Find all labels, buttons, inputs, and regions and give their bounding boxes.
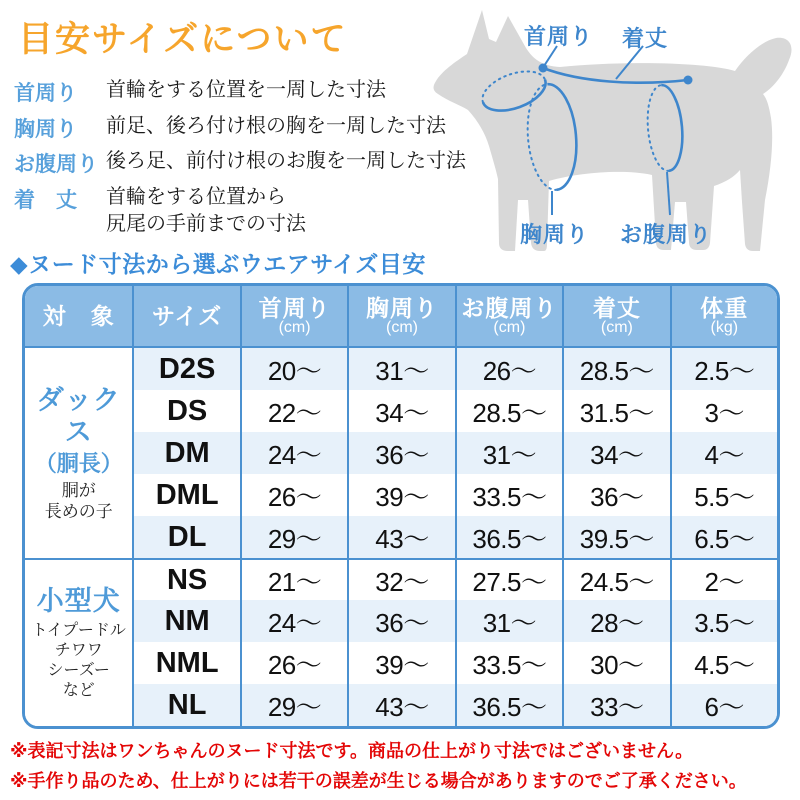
table-cell: 39〜 — [347, 474, 454, 516]
diagram-label-length: 着丈 — [622, 26, 669, 51]
group-small-dogs: 小型犬 トイプードル チワワ シーズー など — [25, 558, 132, 726]
table-cell: 34〜 — [562, 432, 669, 474]
table-cell: 31〜 — [347, 348, 454, 390]
definition-term: 胸周り — [14, 118, 77, 141]
table-cell: 39.5〜 — [562, 516, 669, 558]
column-header-chest: 胸周り (cm) — [347, 286, 454, 348]
group-dachshund: ダックス （胴長） 胴が 長めの子 — [25, 348, 132, 558]
table-cell: 39〜 — [347, 642, 454, 684]
column-header-size: サイズ — [132, 286, 239, 348]
table-cell: 4.5〜 — [670, 642, 777, 684]
column-header-weight: 体重 (kg) — [670, 286, 777, 348]
length-start-dot — [539, 64, 548, 73]
table-cell: 21〜 — [240, 558, 347, 600]
table-cell: 31〜 — [455, 600, 562, 642]
dog-measurement-diagram — [430, 0, 800, 270]
table-cell: 43〜 — [347, 684, 454, 726]
size-cell: DM — [132, 432, 239, 474]
diagram-label-belly: お腹周り — [620, 222, 713, 247]
table-cell: 36〜 — [562, 474, 669, 516]
size-cell: NS — [132, 558, 239, 600]
size-cell: D2S — [132, 348, 239, 390]
table-cell: 27.5〜 — [455, 558, 562, 600]
definition-desc: 後ろ足、前付け根のお腹を一周した寸法 — [106, 150, 466, 172]
table-cell: 6〜 — [670, 684, 777, 726]
size-cell: DML — [132, 474, 239, 516]
dog-diagram-canvas — [430, 0, 800, 270]
table-cell: 29〜 — [240, 516, 347, 558]
diagram-label-chest: 胸周り — [520, 222, 590, 247]
definition-desc: 前足、後ろ付け根の胸を一周した寸法 — [106, 115, 446, 137]
length-end-dot — [684, 76, 693, 85]
table-cell: 26〜 — [240, 474, 347, 516]
size-table — [22, 283, 780, 729]
table-cell: 28.5〜 — [455, 390, 562, 432]
definition-term: 首周り — [14, 82, 77, 105]
definition-desc: 首輪をする位置を一周した寸法 — [106, 79, 386, 101]
table-cell: 36.5〜 — [455, 516, 562, 558]
footnote-line: ※表記寸法はワンちゃんのヌード寸法です。商品の仕上がり寸法ではございません。 — [10, 741, 694, 761]
table-cell: 31.5〜 — [562, 390, 669, 432]
table-cell: 32〜 — [347, 558, 454, 600]
table-cell: 22〜 — [240, 390, 347, 432]
definition-term: 着 丈 — [14, 189, 77, 212]
table-cell: 31〜 — [455, 432, 562, 474]
table-cell: 29〜 — [240, 684, 347, 726]
table-cell: 6.5〜 — [670, 516, 777, 558]
section-title: ◆ヌード寸法から選ぶウエアサイズ目安 — [10, 251, 426, 277]
table-cell: 33.5〜 — [455, 642, 562, 684]
footnotes — [10, 736, 747, 796]
table-cell: 26〜 — [240, 642, 347, 684]
table-cell: 24〜 — [240, 600, 347, 642]
definition-length — [14, 184, 306, 238]
size-cell: NM — [132, 600, 239, 642]
table-cell: 2.5〜 — [670, 348, 777, 390]
size-cell: DL — [132, 516, 239, 558]
table-cell: 24〜 — [240, 432, 347, 474]
table-cell: 33.5〜 — [455, 474, 562, 516]
footnote-line: ※手作り品のため、仕上がりには若干の誤差が生じる場合がありますのでご了承ください。 — [10, 771, 747, 791]
table-cell: 28.5〜 — [562, 348, 669, 390]
dog-silhouette — [434, 10, 792, 251]
table-cell: 3.5〜 — [670, 600, 777, 642]
table-cell: 30〜 — [562, 642, 669, 684]
definition-chest — [14, 113, 446, 143]
size-cell: NML — [132, 642, 239, 684]
table-cell: 36〜 — [347, 600, 454, 642]
table-cell: 4〜 — [670, 432, 777, 474]
table-cell: 28〜 — [562, 600, 669, 642]
definition-term: お腹周り — [14, 153, 98, 176]
table-cell: 5.5〜 — [670, 474, 777, 516]
definition-desc: 首輪をする位置から 尻尾の手前までの寸法 — [106, 186, 306, 235]
size-cell: DS — [132, 390, 239, 432]
column-header-belly: お腹周り (cm) — [455, 286, 562, 348]
size-cell: NL — [132, 684, 239, 726]
diagram-label-neck: 首周り — [524, 24, 594, 49]
table-cell: 33〜 — [562, 684, 669, 726]
table-cell: 2〜 — [670, 558, 777, 600]
table-cell: 34〜 — [347, 390, 454, 432]
column-header-neck: 首周り (cm) — [240, 286, 347, 348]
column-header-length: 着丈 (cm) — [562, 286, 669, 348]
definition-belly — [14, 148, 466, 178]
table-cell: 24.5〜 — [562, 558, 669, 600]
table-cell: 36〜 — [347, 432, 454, 474]
table-cell: 36.5〜 — [455, 684, 562, 726]
definition-neck — [14, 77, 386, 107]
column-header-target: 対 象 — [25, 286, 132, 348]
table-cell: 3〜 — [670, 390, 777, 432]
table-cell: 26〜 — [455, 348, 562, 390]
table-cell: 43〜 — [347, 516, 454, 558]
table-cell: 20〜 — [240, 348, 347, 390]
page-title: 目安サイズについて — [18, 20, 348, 59]
